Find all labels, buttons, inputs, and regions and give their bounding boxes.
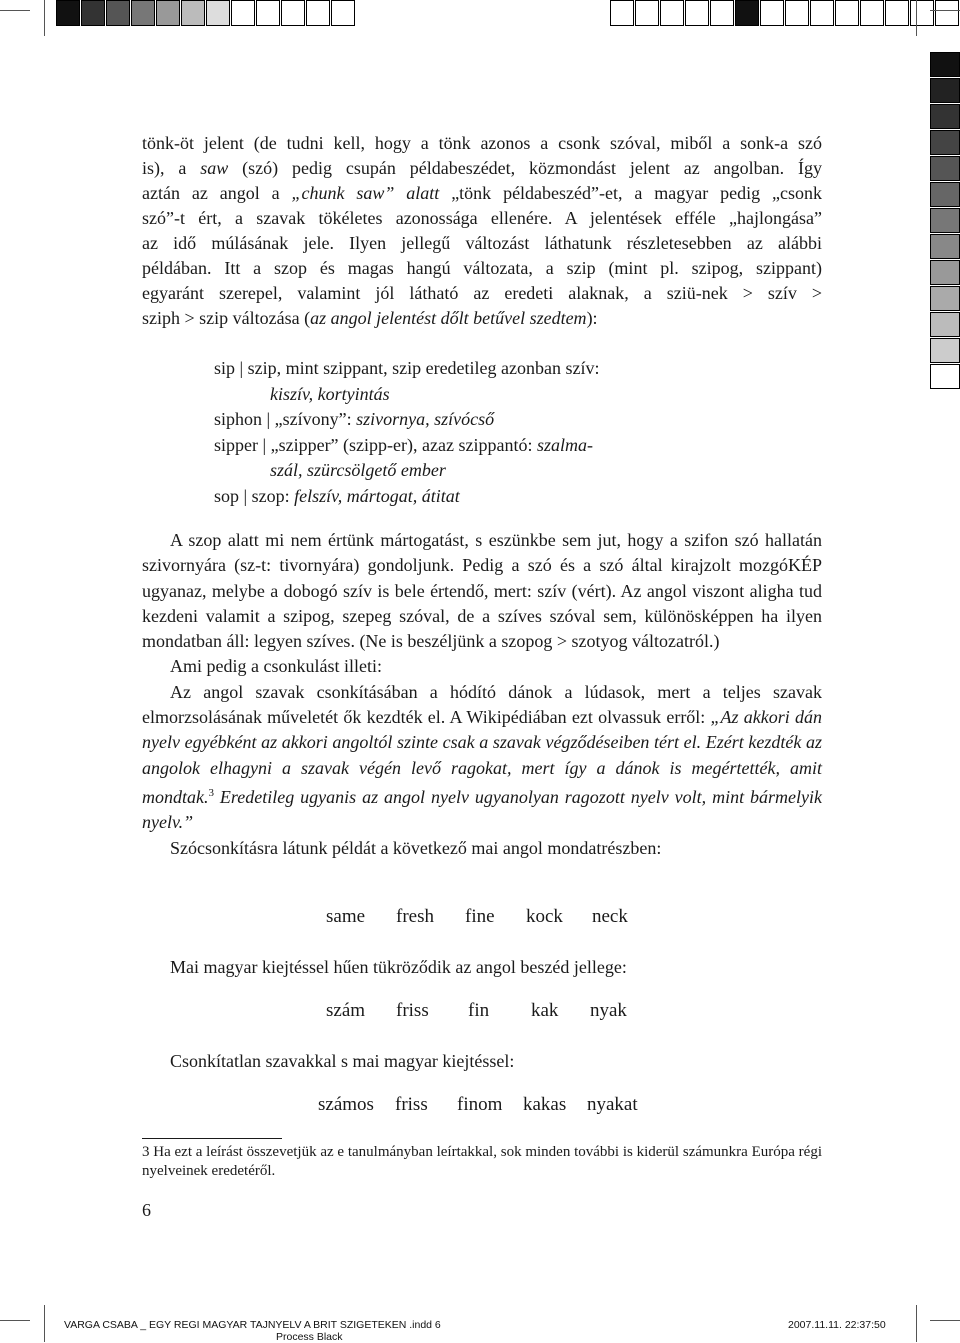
color-swatch — [735, 0, 759, 26]
slug-timestamp: 2007.11.11. 22:37:50 — [788, 1319, 886, 1331]
color-swatch — [635, 0, 659, 26]
color-swatch — [256, 0, 280, 26]
color-swatch — [331, 0, 355, 26]
color-swatch — [930, 104, 960, 129]
color-swatch — [835, 0, 859, 26]
paragraph-wikipedia: Az angol szavak csonkításában a hódító dánok a lúdasok, mert a teljes szavak elmorzsolásának műveletét ők kezdték el. A Wikipédiában ezt olvassuk erről: „Az akkori dán nyelv egyébként az akkori angoltól szinte csak a szavak végződéseiben tért el. Ezért kezdték az angolok elhagyni a szavak végén levő ragokat, mert így a dánok is megértették, amit mondtak.$^3$ Eredetileg ugyanis az angol nyelv ugyanolyan ragozott nyelv volt, mint bármelyik nyelv.” — [142, 681, 822, 833]
color-swatch — [860, 0, 884, 26]
italic-term: saw — [200, 158, 229, 178]
color-swatch — [930, 234, 960, 259]
crop-mark — [916, 1305, 917, 1342]
glossary-entry-sip: sip | szip, mint szippant, szip eredetileg azonban szív: — [214, 358, 600, 378]
paragraph-csonkulas: Ami pedig a csonkulást illeti: — [170, 656, 382, 677]
text-line: példában. Itt a szop és magas hangú változata, a szip (mint pl. szipog, szippant) — [142, 258, 822, 278]
glossary-entry-sip-meaning: kiszív, kortyintás — [270, 383, 390, 404]
glossary-entry-sop: sop | szop: felszív, mártogat, átitat — [214, 485, 460, 506]
page-number: 6 — [142, 1200, 151, 1220]
color-bar-top-left — [56, 0, 356, 26]
paragraph-szocsonkitas: Szócsonkításra látunk példát a következő mai angol mondatrészben: — [170, 837, 662, 858]
crop-mark — [930, 10, 960, 11]
word: nyak — [590, 1000, 627, 1021]
crop-mark — [44, 1305, 45, 1342]
crop-mark — [916, 0, 917, 36]
word: finom — [457, 1094, 503, 1115]
text-line: „tönk példabeszéd”-et, a magyar pedig „csonk — [439, 183, 822, 203]
word: neck — [592, 906, 628, 927]
color-swatch — [930, 130, 960, 155]
word: fine — [465, 906, 495, 927]
crop-mark — [0, 10, 30, 11]
color-swatch — [131, 0, 155, 26]
glossary-entry-sipper-meaning: szál, szürcsölgető ember — [270, 460, 446, 480]
footnote: 3 Ha ezt a leírást összevetjük az e tanulmányban leírtakkal, sok minden további is kiderül számunkra Európa régi nyelveinek eredetéről. — [142, 1144, 822, 1179]
word: nyakat — [587, 1094, 638, 1115]
word: kock — [526, 906, 563, 927]
italic-term: „chunk saw” alatt — [291, 183, 440, 203]
text-line: szó”-t ért, a szavak tökéletes azonossága ellenére. A jelentések efféle „hajlongása” — [142, 208, 822, 228]
color-swatch — [281, 0, 305, 26]
text-line: egyaránt szerepel, valamint jól látható az eredeti alaknak, a sziü-nek > szív > — [142, 283, 822, 303]
paragraph-group-main — [142, 528, 822, 861]
word: friss — [396, 1000, 429, 1021]
color-swatch — [930, 78, 960, 103]
color-bar-top-right — [610, 0, 960, 26]
word: same — [326, 906, 366, 927]
color-swatch — [81, 0, 105, 26]
color-swatch — [306, 0, 330, 26]
paragraph-szop: A szop alatt mi nem értünk mártogatást, s eszünkbe sem jut, hogy a szifon szó hallatán szivornyára (sz-t: tivornyára) gondoljunk. Pedig a szó és a szó által kirajzolt mozgóKÉP ugyanaz, melybe a dobogó szív is bele értendő, mert: szív (vért). Az angol viszont aligha tud kezdeni valamit a szipog, szepeg szóval, de a szíves szóval sem, különösképpen ha ilyen mondatban áll: legyen szíves. (Ne is beszéljünk a szopog > szotyog változatról.) — [142, 530, 822, 652]
color-swatch — [930, 364, 960, 389]
paragraph-kiejtes: Mai magyar kiejtéssel hűen tükröződik az angol beszéd jellege: — [170, 957, 627, 977]
color-swatch — [685, 0, 709, 26]
color-swatch — [181, 0, 205, 26]
color-swatch — [930, 52, 960, 77]
color-swatch — [885, 0, 909, 26]
color-swatch — [930, 286, 960, 311]
text-line: aztán az angol a — [142, 183, 292, 203]
color-swatch — [710, 0, 734, 26]
footnote-rule — [142, 1138, 282, 1139]
footnote-ref: 3 — [208, 786, 214, 799]
text-line: (szó) pedig csupán példabeszédet, közmondást jelent az angolban. Így — [228, 158, 822, 178]
glossary-entry-siphon: siphon | „szívony”: szivornya, szívócső — [214, 409, 495, 429]
word: szám — [326, 1000, 366, 1021]
color-swatch — [106, 0, 130, 26]
slug-filename: VARGA CSABA _ EGY REGI MAGYAR TAJNYELV A BRIT SZIGETEKEN .indd 6 — [64, 1319, 441, 1331]
paragraph-intro — [142, 131, 822, 331]
color-swatch — [760, 0, 784, 26]
text-line: tönk-öt jelent (de tudni kell, hogy a tönk azonos a csonk szóval, miből a sonk-a szó — [142, 133, 822, 153]
color-swatch — [930, 338, 960, 363]
word: kakas — [523, 1094, 567, 1115]
color-swatch — [930, 208, 960, 233]
color-bar-side — [930, 52, 960, 390]
text-line: sziph > szip változása ( — [142, 308, 311, 328]
color-swatch — [930, 182, 960, 207]
color-swatch — [910, 0, 934, 26]
color-swatch — [610, 0, 634, 26]
crop-mark — [44, 0, 45, 36]
word: friss — [395, 1094, 428, 1115]
color-swatch — [660, 0, 684, 26]
word: számos — [318, 1094, 374, 1115]
italic-note: az angol jelentést dőlt betűvel szedtem — [310, 308, 587, 328]
color-swatch — [206, 0, 230, 26]
word: fresh — [396, 906, 434, 927]
glossary-entry-sipper: sipper | „szipper” (szipp-er), azaz szippantó: szalma- — [214, 434, 593, 455]
text-line: az idő múlásának jele. Ilyen jellegű változást láthatunk részletesebben az alábbi — [142, 233, 822, 253]
crop-mark — [930, 1320, 960, 1321]
text-line: ): — [586, 308, 598, 328]
color-swatch — [156, 0, 180, 26]
paragraph-csonkitatlan: Csonkítatlan szavakkal s mai magyar kiejtéssel: — [170, 1051, 515, 1071]
quote-text: Eredetileg ugyanis az angol nyelv ugyanolyan ragozott nyelv volt, mint bármelyik nyelv.” — [142, 786, 822, 833]
color-swatch — [930, 260, 960, 285]
word: kak — [531, 1000, 559, 1021]
color-swatch — [785, 0, 809, 26]
color-swatch — [935, 0, 959, 26]
color-swatch — [930, 312, 960, 337]
color-swatch — [930, 156, 960, 181]
text-line: is), a — [142, 158, 201, 178]
color-swatch — [56, 0, 80, 26]
word: fin — [468, 1000, 490, 1021]
color-swatch — [231, 0, 255, 26]
quote-text: „Az akkori dán nyelv egyébként az akkori angoltól szinte csak a szavak végződéseiben tért el. Ezért kezdték az angolok elhagyni a szavak végén levő ragokat, mert így a dánok is megértették, amit mondtak. — [142, 707, 822, 807]
glossary-list — [214, 356, 734, 509]
slug-plate: Process Black — [276, 1331, 343, 1343]
crop-mark — [0, 1320, 30, 1321]
color-swatch — [810, 0, 834, 26]
